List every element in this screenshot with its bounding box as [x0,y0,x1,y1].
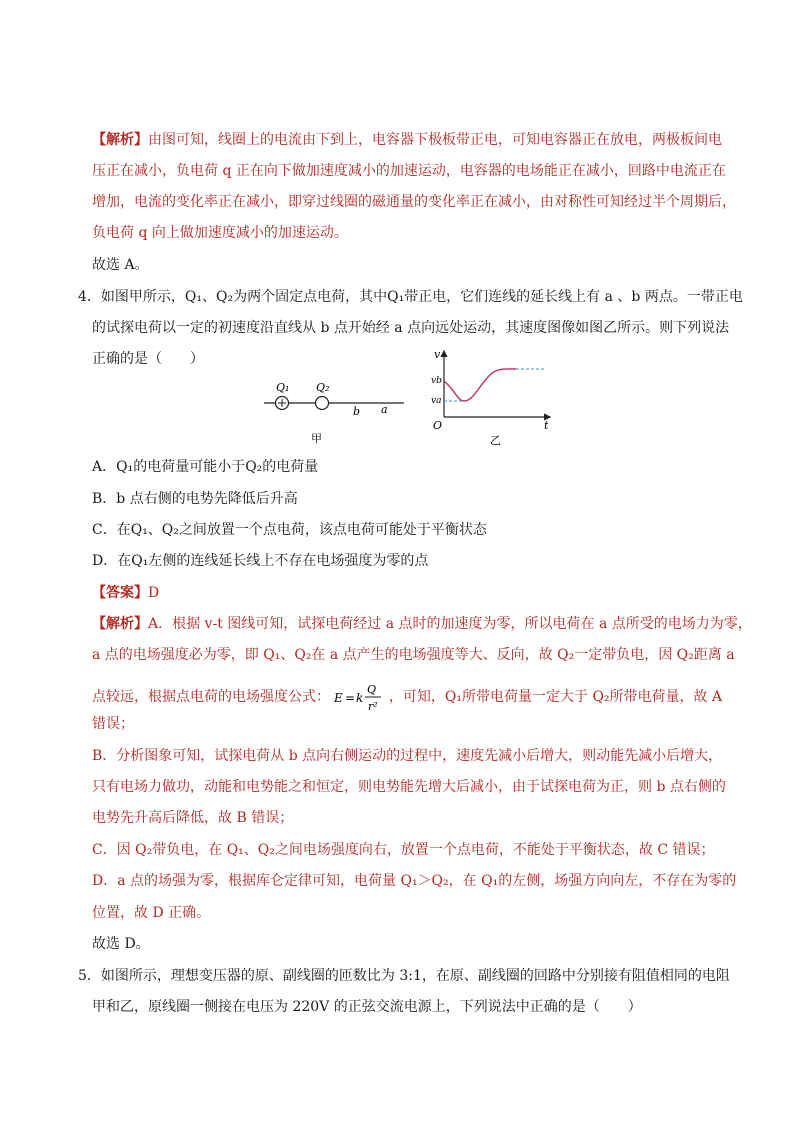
q1-label: Q₁ [276,381,290,394]
point-b-label: b [353,405,361,418]
q4-analysis-c-line-1: C．因 Q₂带负电，在 Q₁、Q₂之间电场强度向右，放置一个点电荷，不能处于平衡状态，故 C 错误； [92,842,715,858]
q4-option-a: A．Q₁的电荷量可能小于Q₂的电荷量 [92,459,319,475]
coulomb-formula [334,680,384,714]
q4-analysis-a-line-2: a 点的电场强度必为零，即 Q₁、Q₂在 a 点产生的电场强度等大、反向，故 Q₂一定带负电，因 Q₂距离 a [92,647,735,663]
formula-r2: r² [368,700,379,713]
q4-option-c: C．在Q₁、Q₂之间放置一个点电荷，该点电荷可能处于平衡状态 [92,522,487,538]
figure-jia [258,370,408,445]
q4-analysis-b-line-2: 只有电场力做功，动能和电势能之和恒定，则电势能先增大后减小，由于试探电荷为正，则 b 点右侧的 [92,779,726,795]
v-axis-label: v [434,348,441,361]
q4-analysis-a-line-1 [92,614,752,634]
analysis-tag-q4: 【解析】 [92,616,148,632]
q4-analysis-d-line-1: D．a 点的场强为零，根据库仑定律可知，电荷量 Q₁＞Q₂，在 Q₁的左侧，场强方向向左，不存在为零的 [92,873,737,889]
jia-caption: 甲 [311,432,322,445]
point-a-label: a [381,403,388,416]
formula-k: k [356,691,364,705]
q4-analysis-a-text-3-post: ，可知，Q₁所带电荷量一定大于 Q₂所带电荷量，故 A [388,689,723,705]
q4-analysis-d-line-2: 位置，故 D 正确。 [92,905,211,921]
q4-stem-line-1: 4．如图甲所示，Q₁、Q₂为两个固定点电荷，其中Q₁带正电，它们连线的延长线上有 a 、b 两点。一带正电 [78,289,743,305]
formula-q: Q [367,683,377,696]
p3-analysis-text-1: 由图可知，线圈上的电流由下到上，电容器下极板带正电，可知电容器正在放电，两极板间电 [148,132,722,148]
q4-stem-line-2: 的试探电荷以一定的初速度沿直线从 b 点开始经 a 点向远处运动，其速度图像如图乙所示。则下列说法 [92,320,730,336]
q4-choose: 故选 D。 [92,936,150,952]
q4-option-d: D．在Q₁左侧的连线延长线上不存在电场强度为零的点 [92,553,429,569]
p3-analysis-line-2: 压正在减小，负电荷 q 正在向下做加速度减小的加速运动，电容器的电场能正在减小，回路中电流正在 [92,163,726,179]
vb-label: vb [431,376,442,386]
q4-analysis-a-text-1: A．根据 v-t 图线可知，试探电荷经过 a 点时的加速度为零，所以电荷在 a 点所受的电场力为零， [148,616,752,632]
t-axis-label: t [544,419,549,432]
q4-analysis-b-line-1: B．分析图象可知，试探电荷从 b 点向右侧运动的过程中，速度先减小后增大，则动能先减小后增大， [92,748,723,764]
answer-tag: 【答案】 [92,585,148,601]
p3-analysis-line-3: 增加，电流的变化率正在减小，即穿过线圈的磁通量的变化率正在减小，由对称性可知经过半个周期后， [92,194,736,210]
q4-analysis-a-text-3-pre: 点较远，根据点电荷的电场强度公式： [92,689,330,705]
q5-stem-line-1: 5．如图所示，理想变压器的原、副线圈的匝数比为 3:1，在原、副线圈的回路中分别接有阻值相同的电阻 [78,968,730,984]
analysis-tag: 【解析】 [92,132,148,148]
formula-eq: = [345,691,356,705]
q2-charge-circle [316,397,329,410]
q4-answer-line [92,583,159,603]
q4-stem-line-3: 正确的是（ ） [92,351,204,367]
q2-label: Q₂ [316,381,330,394]
p3-choose: 故选 A。 [92,257,149,273]
p3-analysis-line-1 [92,130,722,150]
yi-caption: 乙 [490,434,501,447]
q4-analysis-a-line-4: 错误； [92,716,134,732]
formula-e: E [334,691,344,705]
q5-stem-line-2: 甲和乙，原线圈一侧接在电压为 220V 的正弦交流电源上，下列说法中正确的是（ ） [92,999,642,1015]
velocity-curve [444,369,516,401]
q4-option-b: B．b 点右侧的电势先降低后升高 [92,491,298,507]
figure-yi [424,347,556,451]
q4-analysis-b-line-3: 电势先升高后降低，故 B 错误； [92,810,294,826]
formula-svg [334,680,384,714]
p3-analysis-line-4: 负电荷 q 向上做加速度减小的加速运动。 [92,225,348,241]
va-label: va [431,396,442,406]
origin-label: O [433,419,443,432]
answer-value: D [148,585,160,601]
q4-analysis-a-line-3 [92,680,722,714]
